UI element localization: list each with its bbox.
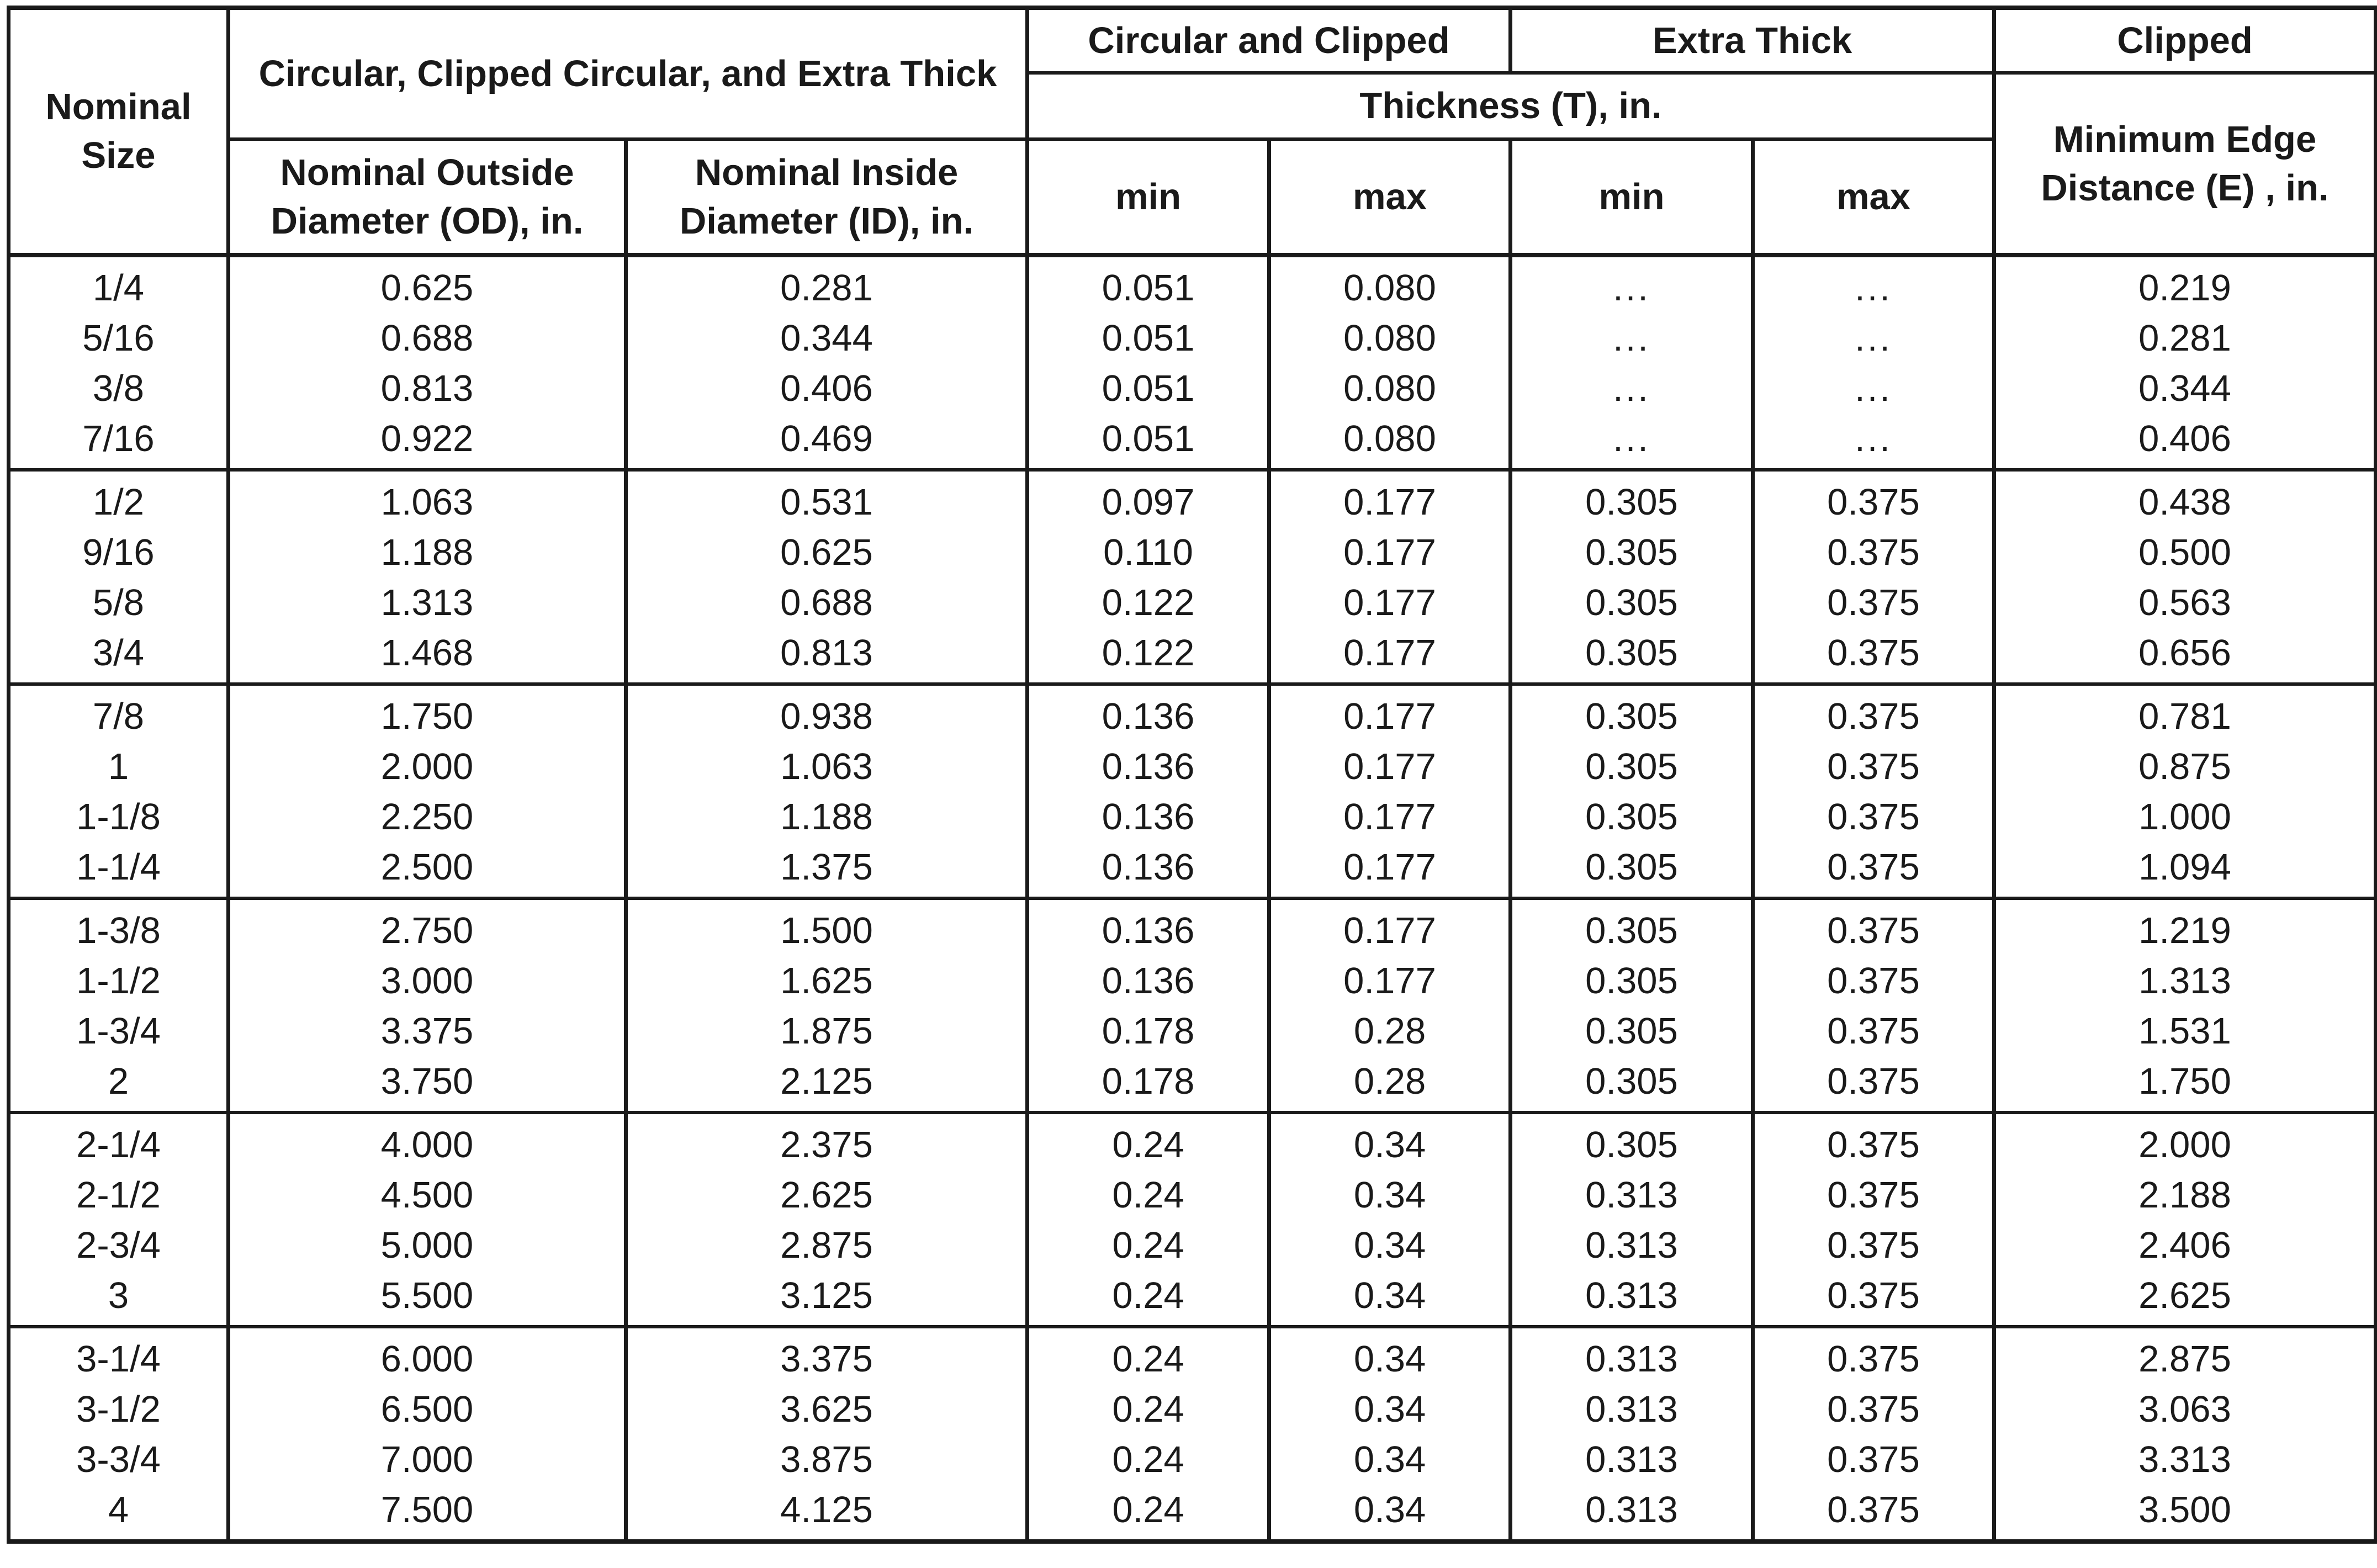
cell-circular-clipped-max: 0.34 — [1269, 1170, 1511, 1220]
cell-circular-clipped-max: 0.28 — [1269, 1056, 1511, 1113]
cell-circular-clipped-max: 0.080 — [1269, 313, 1511, 363]
cell-nominal-size: 3/4 — [9, 628, 229, 684]
cell-nominal-size: 3-3/4 — [9, 1434, 229, 1485]
cell-extra-thick-min: 0.305 — [1511, 842, 1753, 898]
cell-extra-thick-max: ... — [1753, 363, 1994, 414]
cell-extra-thick-max: 0.375 — [1753, 1384, 1994, 1434]
cell-circular-clipped-max: 0.34 — [1269, 1485, 1511, 1541]
cell-circular-clipped-min: 0.24 — [1028, 1434, 1269, 1485]
cell-circular-clipped-max: 0.34 — [1269, 1220, 1511, 1270]
cell-circular-clipped-max: 0.177 — [1269, 741, 1511, 792]
cell-minimum-edge-distance: 1.219 — [1994, 898, 2376, 956]
cell-minimum-edge-distance: 1.313 — [1994, 956, 2376, 1006]
cell-circular-clipped-max: 0.34 — [1269, 1327, 1511, 1384]
table-row — [9, 1006, 2376, 1056]
table-row — [9, 1384, 2376, 1434]
cell-nominal-size: 3-1/4 — [9, 1327, 229, 1384]
header-thickness: Thickness (T), in. — [1028, 73, 1994, 139]
cell-minimum-edge-distance: 1.531 — [1994, 1006, 2376, 1056]
cell-outside-diameter: 2.500 — [229, 842, 626, 898]
cell-nominal-size: 7/16 — [9, 414, 229, 470]
cell-inside-diameter: 0.625 — [626, 527, 1028, 578]
cell-extra-thick-min: 0.305 — [1511, 527, 1753, 578]
cell-extra-thick-max: 0.375 — [1753, 684, 1994, 741]
cell-circular-clipped-min: 0.24 — [1028, 1113, 1269, 1170]
cell-circular-clipped-min: 0.122 — [1028, 628, 1269, 684]
cell-circular-clipped-max: 0.28 — [1269, 1006, 1511, 1056]
cell-minimum-edge-distance: 2.188 — [1994, 1170, 2376, 1220]
cell-inside-diameter: 0.938 — [626, 684, 1028, 741]
cell-circular-clipped-max: 0.177 — [1269, 684, 1511, 741]
cell-minimum-edge-distance: 0.344 — [1994, 363, 2376, 414]
cell-inside-diameter: 3.625 — [626, 1384, 1028, 1434]
cell-extra-thick-max: 0.375 — [1753, 1327, 1994, 1384]
cell-extra-thick-min: 0.305 — [1511, 628, 1753, 684]
cell-extra-thick-max: ... — [1753, 414, 1994, 470]
header-outside-diameter: Nominal Outside Diameter (OD), in. — [229, 139, 626, 255]
cell-extra-thick-min: 0.313 — [1511, 1270, 1753, 1327]
cell-inside-diameter: 0.406 — [626, 363, 1028, 414]
cell-outside-diameter: 3.750 — [229, 1056, 626, 1113]
table-header — [9, 8, 2376, 255]
header-circular-clipped-min: min — [1028, 139, 1269, 255]
cell-outside-diameter: 3.000 — [229, 956, 626, 1006]
cell-nominal-size: 1/2 — [9, 470, 229, 527]
cell-inside-diameter: 0.531 — [626, 470, 1028, 527]
cell-extra-thick-min: ... — [1511, 414, 1753, 470]
cell-nominal-size: 1 — [9, 741, 229, 792]
cell-outside-diameter: 6.000 — [229, 1327, 626, 1384]
cell-nominal-size: 3 — [9, 1270, 229, 1327]
cell-outside-diameter: 7.500 — [229, 1485, 626, 1541]
cell-circular-clipped-min: 0.24 — [1028, 1384, 1269, 1434]
cell-extra-thick-max: 0.375 — [1753, 1434, 1994, 1485]
cell-extra-thick-max: 0.375 — [1753, 956, 1994, 1006]
cell-minimum-edge-distance: 0.781 — [1994, 684, 2376, 741]
cell-inside-diameter: 0.344 — [626, 313, 1028, 363]
cell-minimum-edge-distance: 0.438 — [1994, 470, 2376, 527]
cell-extra-thick-max: 0.375 — [1753, 1270, 1994, 1327]
cell-extra-thick-max: 0.375 — [1753, 470, 1994, 527]
cell-inside-diameter: 3.125 — [626, 1270, 1028, 1327]
cell-extra-thick-min: 0.305 — [1511, 578, 1753, 628]
cell-outside-diameter: 4.000 — [229, 1113, 626, 1170]
table-row — [9, 684, 2376, 741]
cell-outside-diameter: 1.468 — [229, 628, 626, 684]
cell-circular-clipped-min: 0.051 — [1028, 414, 1269, 470]
cell-minimum-edge-distance: 0.875 — [1994, 741, 2376, 792]
cell-outside-diameter: 6.500 — [229, 1384, 626, 1434]
cell-inside-diameter: 2.125 — [626, 1056, 1028, 1113]
header-group-circular-clipped-extra-thick: Circular, Clipped Circular, and Extra Thick — [229, 8, 1028, 139]
header-group-extra-thick: Extra Thick — [1511, 8, 1994, 73]
cell-outside-diameter: 1.063 — [229, 470, 626, 527]
cell-extra-thick-min: 0.305 — [1511, 1113, 1753, 1170]
cell-outside-diameter: 0.625 — [229, 255, 626, 313]
cell-extra-thick-min: 0.305 — [1511, 898, 1753, 956]
table-row — [9, 741, 2376, 792]
cell-circular-clipped-min: 0.178 — [1028, 1056, 1269, 1113]
cell-nominal-size: 2-1/2 — [9, 1170, 229, 1220]
header-extra-thick-max: max — [1753, 139, 1994, 255]
cell-nominal-size: 2-1/4 — [9, 1113, 229, 1170]
cell-inside-diameter: 0.281 — [626, 255, 1028, 313]
cell-minimum-edge-distance: 2.625 — [1994, 1270, 2376, 1327]
cell-extra-thick-min: 0.313 — [1511, 1327, 1753, 1384]
cell-minimum-edge-distance: 1.750 — [1994, 1056, 2376, 1113]
table-row — [9, 956, 2376, 1006]
header-minimum-edge-distance: Minimum Edge Distance (E) , in. — [1994, 73, 2376, 255]
table-row — [9, 628, 2376, 684]
cell-nominal-size: 1/4 — [9, 255, 229, 313]
table-row — [9, 842, 2376, 898]
header-group-clipped: Clipped — [1994, 8, 2376, 73]
cell-inside-diameter: 3.875 — [626, 1434, 1028, 1485]
table-row — [9, 1220, 2376, 1270]
table-row — [9, 1485, 2376, 1541]
cell-inside-diameter: 0.813 — [626, 628, 1028, 684]
cell-extra-thick-min: 0.313 — [1511, 1220, 1753, 1270]
cell-circular-clipped-min: 0.136 — [1028, 792, 1269, 842]
cell-minimum-edge-distance: 2.000 — [1994, 1113, 2376, 1170]
cell-circular-clipped-min: 0.110 — [1028, 527, 1269, 578]
cell-circular-clipped-min: 0.122 — [1028, 578, 1269, 628]
cell-inside-diameter: 1.188 — [626, 792, 1028, 842]
cell-extra-thick-max: 0.375 — [1753, 1485, 1994, 1541]
cell-outside-diameter: 0.813 — [229, 363, 626, 414]
table-row — [9, 313, 2376, 363]
cell-outside-diameter: 1.188 — [229, 527, 626, 578]
cell-extra-thick-max: 0.375 — [1753, 741, 1994, 792]
cell-nominal-size: 7/8 — [9, 684, 229, 741]
table-row — [9, 792, 2376, 842]
table-row — [9, 414, 2376, 470]
cell-extra-thick-min: 0.305 — [1511, 956, 1753, 1006]
cell-minimum-edge-distance: 0.656 — [1994, 628, 2376, 684]
cell-inside-diameter: 1.375 — [626, 842, 1028, 898]
cell-extra-thick-min: ... — [1511, 255, 1753, 313]
cell-circular-clipped-min: 0.24 — [1028, 1170, 1269, 1220]
cell-outside-diameter: 3.375 — [229, 1006, 626, 1056]
cell-inside-diameter: 1.625 — [626, 956, 1028, 1006]
cell-circular-clipped-min: 0.24 — [1028, 1220, 1269, 1270]
cell-extra-thick-min: 0.313 — [1511, 1434, 1753, 1485]
header-circular-clipped-max: max — [1269, 139, 1511, 255]
cell-outside-diameter: 1.313 — [229, 578, 626, 628]
cell-nominal-size: 1-1/4 — [9, 842, 229, 898]
cell-circular-clipped-max: 0.177 — [1269, 956, 1511, 1006]
table-row — [9, 1056, 2376, 1113]
cell-extra-thick-max: 0.375 — [1753, 1113, 1994, 1170]
cell-circular-clipped-min: 0.051 — [1028, 363, 1269, 414]
cell-inside-diameter: 3.375 — [626, 1327, 1028, 1384]
table-row — [9, 1270, 2376, 1327]
cell-inside-diameter: 1.875 — [626, 1006, 1028, 1056]
cell-circular-clipped-max: 0.34 — [1269, 1113, 1511, 1170]
cell-circular-clipped-max: 0.177 — [1269, 792, 1511, 842]
table-row — [9, 1434, 2376, 1485]
cell-nominal-size: 1-3/8 — [9, 898, 229, 956]
table-row — [9, 578, 2376, 628]
cell-outside-diameter: 1.750 — [229, 684, 626, 741]
table-row — [9, 255, 2376, 313]
cell-minimum-edge-distance: 3.500 — [1994, 1485, 2376, 1541]
cell-circular-clipped-min: 0.24 — [1028, 1485, 1269, 1541]
cell-circular-clipped-min: 0.136 — [1028, 684, 1269, 741]
cell-extra-thick-min: 0.313 — [1511, 1485, 1753, 1541]
cell-nominal-size: 4 — [9, 1485, 229, 1541]
table-row — [9, 363, 2376, 414]
cell-inside-diameter: 0.469 — [626, 414, 1028, 470]
cell-outside-diameter: 2.750 — [229, 898, 626, 956]
cell-nominal-size: 5/16 — [9, 313, 229, 363]
table-body — [9, 255, 2376, 1541]
cell-extra-thick-max: 0.375 — [1753, 792, 1994, 842]
cell-nominal-size: 3/8 — [9, 363, 229, 414]
cell-extra-thick-min: 0.305 — [1511, 1006, 1753, 1056]
cell-extra-thick-max: 0.375 — [1753, 898, 1994, 956]
washer-dimensions-table — [7, 6, 2377, 1544]
cell-minimum-edge-distance: 0.563 — [1994, 578, 2376, 628]
cell-extra-thick-max: 0.375 — [1753, 1170, 1994, 1220]
cell-minimum-edge-distance: 0.500 — [1994, 527, 2376, 578]
cell-inside-diameter: 0.688 — [626, 578, 1028, 628]
cell-extra-thick-max: ... — [1753, 313, 1994, 363]
cell-nominal-size: 3-1/2 — [9, 1384, 229, 1434]
cell-extra-thick-max: ... — [1753, 255, 1994, 313]
cell-circular-clipped-max: 0.177 — [1269, 898, 1511, 956]
cell-circular-clipped-max: 0.080 — [1269, 363, 1511, 414]
cell-extra-thick-min: ... — [1511, 363, 1753, 414]
cell-extra-thick-min: 0.305 — [1511, 1056, 1753, 1113]
cell-nominal-size: 2 — [9, 1056, 229, 1113]
cell-extra-thick-max: 0.375 — [1753, 842, 1994, 898]
cell-circular-clipped-max: 0.177 — [1269, 628, 1511, 684]
cell-outside-diameter: 5.000 — [229, 1220, 626, 1270]
cell-inside-diameter: 1.063 — [626, 741, 1028, 792]
cell-outside-diameter: 7.000 — [229, 1434, 626, 1485]
cell-circular-clipped-max: 0.177 — [1269, 578, 1511, 628]
cell-circular-clipped-max: 0.177 — [1269, 470, 1511, 527]
cell-inside-diameter: 2.625 — [626, 1170, 1028, 1220]
cell-circular-clipped-min: 0.097 — [1028, 470, 1269, 527]
cell-minimum-edge-distance: 1.094 — [1994, 842, 2376, 898]
table-row — [9, 470, 2376, 527]
cell-circular-clipped-max: 0.177 — [1269, 842, 1511, 898]
cell-circular-clipped-min: 0.24 — [1028, 1270, 1269, 1327]
cell-extra-thick-min: 0.305 — [1511, 470, 1753, 527]
table-row — [9, 1113, 2376, 1170]
header-group-circular-and-clipped: Circular and Clipped — [1028, 8, 1511, 73]
cell-outside-diameter: 4.500 — [229, 1170, 626, 1220]
cell-extra-thick-max: 0.375 — [1753, 578, 1994, 628]
header-nominal-size: Nominal Size — [9, 8, 229, 255]
cell-inside-diameter: 2.875 — [626, 1220, 1028, 1270]
header-extra-thick-min: min — [1511, 139, 1753, 255]
cell-extra-thick-max: 0.375 — [1753, 628, 1994, 684]
cell-circular-clipped-max: 0.34 — [1269, 1384, 1511, 1434]
cell-extra-thick-min: 0.313 — [1511, 1384, 1753, 1434]
cell-circular-clipped-min: 0.136 — [1028, 741, 1269, 792]
cell-circular-clipped-max: 0.080 — [1269, 414, 1511, 470]
cell-extra-thick-min: 0.305 — [1511, 741, 1753, 792]
cell-minimum-edge-distance: 3.313 — [1994, 1434, 2376, 1485]
cell-extra-thick-max: 0.375 — [1753, 1056, 1994, 1113]
cell-nominal-size: 1-1/2 — [9, 956, 229, 1006]
cell-inside-diameter: 2.375 — [626, 1113, 1028, 1170]
cell-circular-clipped-min: 0.136 — [1028, 842, 1269, 898]
cell-circular-clipped-max: 0.177 — [1269, 527, 1511, 578]
cell-minimum-edge-distance: 1.000 — [1994, 792, 2376, 842]
cell-extra-thick-min: 0.305 — [1511, 684, 1753, 741]
cell-extra-thick-min: 0.313 — [1511, 1170, 1753, 1220]
cell-minimum-edge-distance: 0.281 — [1994, 313, 2376, 363]
cell-circular-clipped-max: 0.080 — [1269, 255, 1511, 313]
cell-outside-diameter: 2.250 — [229, 792, 626, 842]
cell-minimum-edge-distance: 3.063 — [1994, 1384, 2376, 1434]
cell-circular-clipped-min: 0.24 — [1028, 1327, 1269, 1384]
cell-nominal-size: 5/8 — [9, 578, 229, 628]
cell-outside-diameter: 2.000 — [229, 741, 626, 792]
cell-extra-thick-max: 0.375 — [1753, 527, 1994, 578]
cell-extra-thick-max: 0.375 — [1753, 1220, 1994, 1270]
cell-minimum-edge-distance: 0.219 — [1994, 255, 2376, 313]
cell-circular-clipped-max: 0.34 — [1269, 1434, 1511, 1485]
cell-nominal-size: 1-1/8 — [9, 792, 229, 842]
table-row — [9, 1327, 2376, 1384]
cell-extra-thick-min: 0.305 — [1511, 792, 1753, 842]
cell-circular-clipped-min: 0.178 — [1028, 1006, 1269, 1056]
cell-circular-clipped-min: 0.136 — [1028, 898, 1269, 956]
cell-nominal-size: 1-3/4 — [9, 1006, 229, 1056]
cell-inside-diameter: 1.500 — [626, 898, 1028, 956]
cell-circular-clipped-min: 0.136 — [1028, 956, 1269, 1006]
cell-minimum-edge-distance: 0.406 — [1994, 414, 2376, 470]
table-row — [9, 1170, 2376, 1220]
cell-minimum-edge-distance: 2.875 — [1994, 1327, 2376, 1384]
header-inside-diameter: Nominal Inside Diameter (ID), in. — [626, 139, 1028, 255]
cell-nominal-size: 9/16 — [9, 527, 229, 578]
table-row — [9, 527, 2376, 578]
cell-circular-clipped-max: 0.34 — [1269, 1270, 1511, 1327]
cell-minimum-edge-distance: 2.406 — [1994, 1220, 2376, 1270]
table-row — [9, 898, 2376, 956]
cell-extra-thick-max: 0.375 — [1753, 1006, 1994, 1056]
cell-nominal-size: 2-3/4 — [9, 1220, 229, 1270]
cell-circular-clipped-min: 0.051 — [1028, 313, 1269, 363]
cell-outside-diameter: 0.688 — [229, 313, 626, 363]
cell-inside-diameter: 4.125 — [626, 1485, 1028, 1541]
cell-circular-clipped-min: 0.051 — [1028, 255, 1269, 313]
cell-extra-thick-min: ... — [1511, 313, 1753, 363]
cell-outside-diameter: 0.922 — [229, 414, 626, 470]
cell-outside-diameter: 5.500 — [229, 1270, 626, 1327]
